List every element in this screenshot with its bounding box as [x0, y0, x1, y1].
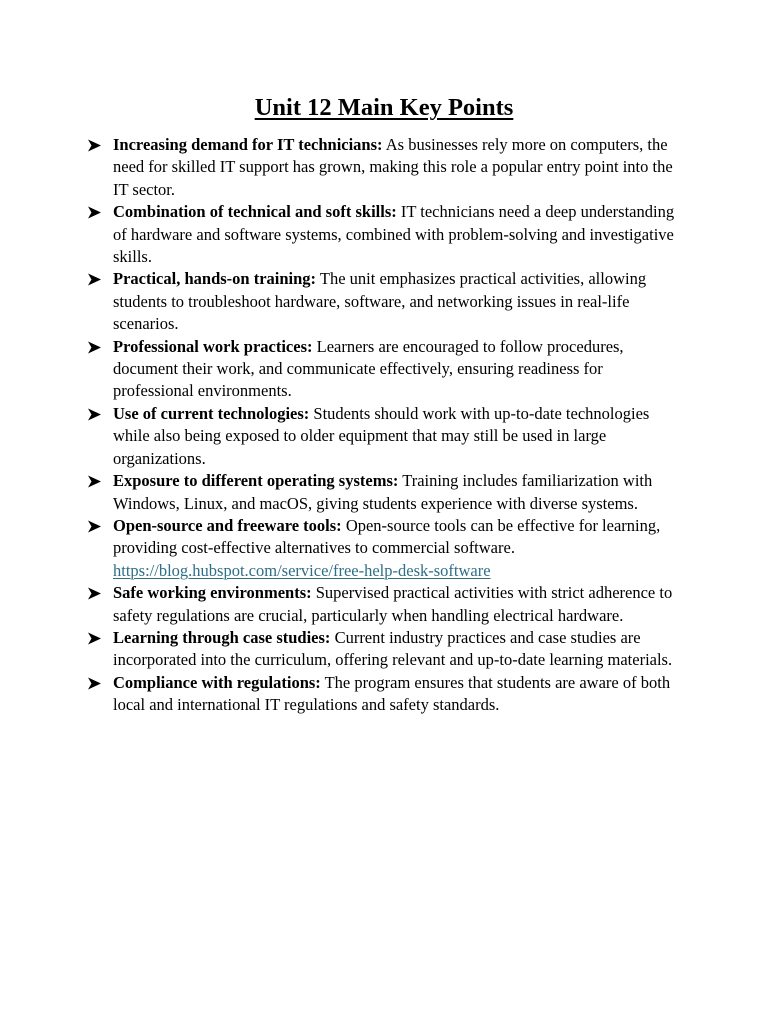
arrowhead-bullet-icon	[87, 408, 102, 421]
arrowhead-bullet-icon	[87, 520, 102, 533]
list-item	[0, 403, 683, 470]
list-item	[0, 672, 683, 717]
list-item	[0, 201, 683, 268]
list-item	[0, 582, 683, 627]
page-title-text: Unit 12 Main Key Points	[254, 94, 514, 121]
item-text: The program ensures that students are aware of both local and international IT regulations and safety standards.	[113, 672, 671, 715]
list-item	[0, 134, 683, 201]
item-term: Learning through case studies:	[113, 627, 331, 647]
arrowhead-bullet-icon	[87, 139, 102, 152]
item-term: Combination of technical and soft skills:	[113, 202, 397, 222]
arrowhead-bullet-icon	[87, 587, 102, 600]
item-text: The unit emphasizes practical activities, allowing students to troubleshoot hardware, software, and networking issues in real-life scenarios.	[113, 269, 647, 334]
item-text: Students should work with up-to-date technologies while also being exposed to older equipment that may still be used in large organizations.	[113, 403, 650, 468]
item-term: Safe working environments:	[113, 583, 312, 603]
arrowhead-bullet-icon	[87, 273, 102, 286]
item-term: Increasing demand for IT technicians:	[113, 135, 383, 154]
list-item	[0, 470, 683, 515]
page-title	[0, 91, 768, 125]
item-text: Training includes familiarization with Windows, Linux, and macOS, giving students experience with diverse systems.	[113, 471, 653, 513]
item-text: Supervised practical activities with strict adherence to safety regulations are crucial, particularly when handling electrical hardware.	[113, 583, 673, 625]
list-item	[0, 268, 683, 335]
key-points-list	[0, 134, 768, 717]
arrowhead-bullet-icon	[87, 341, 102, 354]
list-item	[0, 627, 683, 672]
item-term: Compliance with regulations:	[113, 672, 321, 692]
arrowhead-bullet-icon	[87, 475, 102, 488]
list-item	[0, 336, 683, 403]
item-term: Use of current technologies:	[113, 403, 310, 423]
item-text: As businesses rely more on computers, the need for skilled IT support has grown, making this role a popular entry point into the IT sector.	[113, 135, 673, 199]
item-text: IT technicians need a deep understanding of hardware and software systems, combined with problem-solving and investigative skills.	[113, 202, 675, 267]
item-term: Exposure to different operating systems:	[113, 471, 399, 491]
item-text: Open-source tools can be effective for learning, providing cost-effective alternatives to commercial software.	[113, 515, 661, 558]
item-term: Practical, hands-on training:	[113, 269, 317, 289]
item-term: Professional work practices:	[113, 336, 313, 356]
item-term: Open-source and freeware tools:	[113, 515, 342, 535]
help-desk-software-link[interactable]: https://blog.hubspot.com/service/free-help-desk-software	[113, 560, 491, 580]
arrowhead-bullet-icon	[87, 632, 102, 645]
arrowhead-bullet-icon	[87, 206, 102, 219]
item-text: Learners are encouraged to follow procedures, document their work, and communicate effectively, ensuring readiness for professional environments.	[113, 336, 624, 401]
arrowhead-bullet-icon	[87, 677, 102, 690]
list-item	[0, 515, 683, 582]
item-text: Current industry practices and case studies are incorporated into the curriculum, offering relevant and up-to-date learning materials.	[113, 627, 673, 670]
